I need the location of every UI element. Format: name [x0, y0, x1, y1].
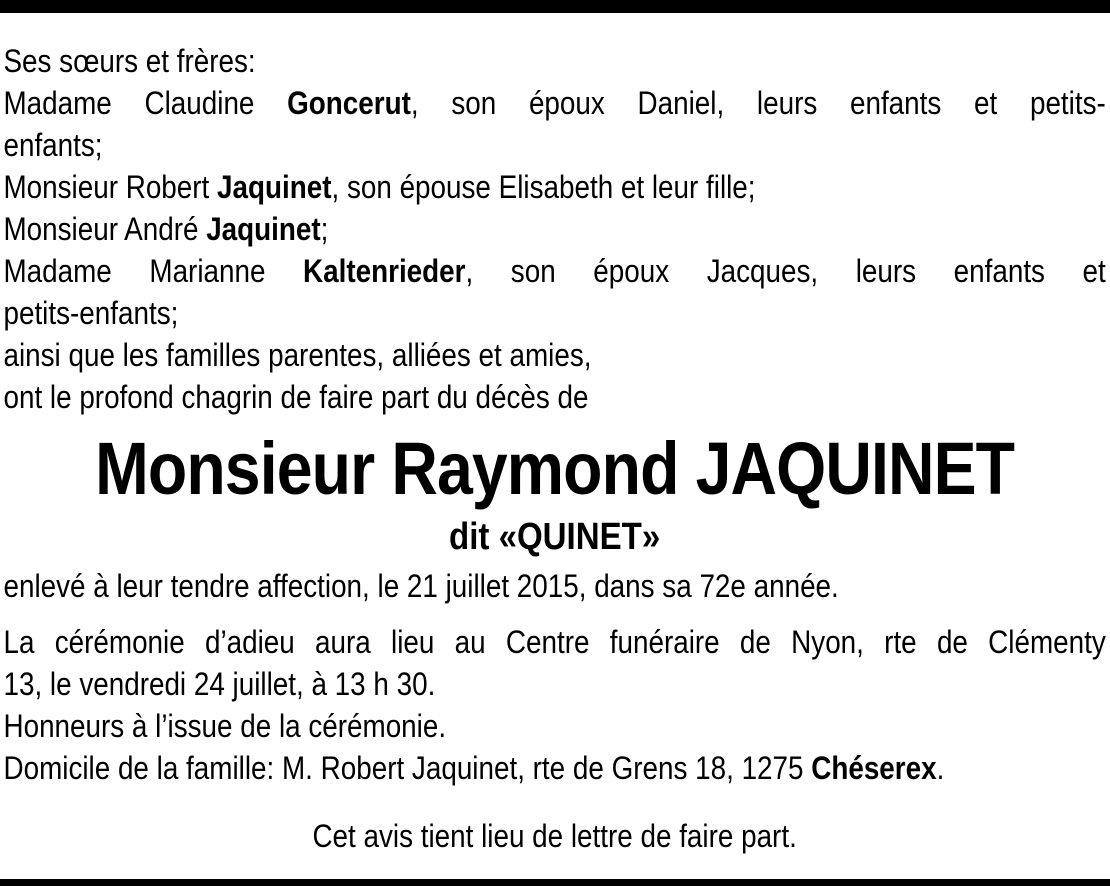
ceremony-line-2: 13, le vendredi 24 juillet, à 13 h 30.	[3, 666, 436, 702]
family-name-jaquinet-andre: Jaquinet	[206, 211, 321, 247]
family-name-jaquinet-robert: Jaquinet	[217, 169, 332, 205]
intro-line-robert	[3, 166, 1105, 208]
top-border-bar	[0, 0, 1110, 13]
intro-line-marianne-wrap	[3, 292, 1105, 334]
family-name-goncerut: Goncerut	[287, 85, 411, 121]
intro-text: Madame Marianne	[3, 253, 304, 289]
intro-text: , son époux Daniel, leurs enfants et petits-	[410, 85, 1106, 121]
intro-text: , son époux Jacques, leurs enfants et	[465, 253, 1106, 289]
intro-text: Monsieur André	[3, 211, 207, 247]
honors-line: Honneurs à l’issue de la cérémonie.	[3, 708, 447, 744]
intro-text: ;	[320, 211, 329, 247]
death-date-line: enlevé à leur tendre affection, le 21 juillet 2015, dans sa 72e année.	[3, 568, 839, 604]
intro-text: Madame Claudine	[3, 85, 288, 121]
deceased-name: Monsieur Raymond JAQUINET	[95, 427, 1015, 510]
intro-text: enfants;	[3, 127, 103, 163]
intro-line-families	[3, 334, 1105, 376]
bottom-border-bar	[0, 879, 1110, 886]
intro-line-relatives-header	[3, 40, 1105, 82]
ceremony-line-1: La cérémonie d’adieu aura lieu au Centre funéraire de Nyon, rte de Clémenty	[3, 624, 1106, 660]
intro-text: Ses sœurs et frères:	[3, 43, 256, 79]
intro-line-claudine-wrap	[3, 124, 1105, 166]
notice-sheet	[0, 13, 1110, 857]
domicile-text: Domicile de la famille: M. Robert Jaquinet, rte de Grens 18, 1275	[3, 750, 812, 786]
deceased-alias: dit «QUINET»	[449, 516, 661, 558]
intro-text: ont le profond chagrin de faire part du décès de	[3, 379, 589, 415]
domicile-line	[3, 747, 1105, 789]
intro-text: Monsieur Robert	[3, 169, 218, 205]
intro-text: , son épouse Elisabeth et leur fille;	[331, 169, 756, 205]
place-name-cheserex: Chéserex	[811, 750, 937, 786]
family-name-kaltenrieder: Kaltenrieder	[303, 253, 466, 289]
intro-line-claudine	[3, 82, 1105, 124]
intro-line-announcement	[3, 376, 1105, 418]
intro-line-andre	[3, 208, 1105, 250]
intro-text: petits-enfants;	[3, 295, 179, 331]
closing-line: Cet avis tient lieu de lettre de faire part.	[312, 818, 797, 854]
intro-line-marianne	[3, 250, 1105, 292]
intro-text: ainsi que les familles parentes, alliées et amies,	[3, 337, 592, 373]
domicile-text: .	[936, 750, 945, 786]
